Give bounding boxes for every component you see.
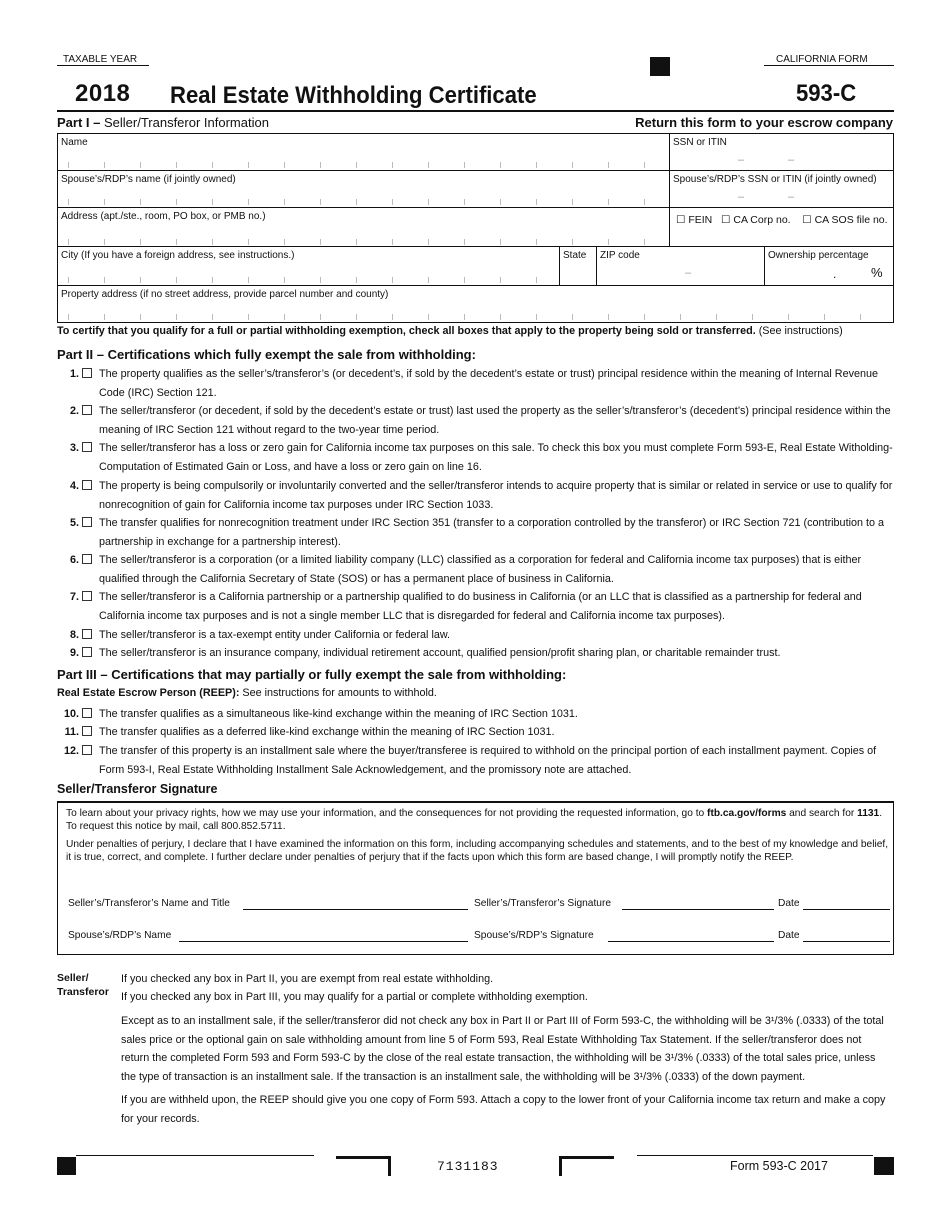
part3-title: Part III – Certifications that may partially or fully exempt the sale from withholding: — [57, 667, 567, 682]
name-field[interactable]: Name — [58, 134, 670, 171]
part3-item: 11. The transfer qualifies as a deferred like-kind exchange within the meaning of IRC Section 1031. — [64, 726, 555, 738]
signature-box — [57, 801, 894, 955]
checkbox-11[interactable] — [82, 726, 92, 736]
footer-bracket — [336, 1156, 391, 1176]
seller-name-title-label: Seller’s/Transferor’s Name and Title — [68, 898, 230, 909]
seller-transferor-label: Seller/ Transferor — [57, 972, 109, 998]
property-address-field[interactable]: Property address (if no street address, provide parcel number and county) — [58, 286, 893, 322]
fein-checkbox[interactable]: ☐ — [676, 214, 686, 226]
header-rule — [57, 110, 894, 112]
spouse-name-field[interactable]: Spouse’s/RDP’s name (if jointly owned) — [58, 171, 670, 208]
spouse-ssn-field[interactable]: Spouse’s/RDP’s SSN or ITIN (if jointly owned) – – — [670, 171, 893, 208]
checkbox-6[interactable] — [82, 554, 92, 564]
part2-item: 6. The seller/transferor is a corporation (or a limited liability company (LLC) classified as a corporation for federal and California income tax purposes) that is either qualified through the California Secretary of State (SOS) or has a permanent place of business in California. — [69, 554, 862, 585]
checkbox-7[interactable] — [82, 591, 92, 601]
part2-item: 9. The seller/transferor is an insurance company, individual retirement account, qualified pension/profit sharing plan, or charitable remainder trust. — [69, 647, 781, 659]
checkbox-2[interactable] — [82, 405, 92, 415]
return-note: Return this form to your escrow company — [635, 115, 893, 130]
date-line[interactable] — [803, 898, 890, 910]
perjury-statement: Under penalties of perjury, I declare that I have examined the information on this form, including accompanying schedules and statements, and to the best of my knowledge and belief, it is true, correct, and complete. I further declare under penalties of perjury that if the facts upon which this form are based change, I will promptly notify the REEP. — [66, 839, 889, 863]
signature-heading: Seller/Transferor Signature — [57, 782, 218, 796]
address-field[interactable]: Address (apt./ste., room, PO box, or PMB no.) — [58, 208, 670, 247]
date-label: Date — [778, 898, 800, 909]
registration-mark — [650, 57, 670, 76]
state-field[interactable]: State — [560, 246, 597, 286]
seller-name-title-line[interactable] — [243, 898, 468, 910]
spouse-name-label: Spouse’s/RDP’s Name — [68, 930, 172, 941]
seller-signature-line[interactable] — [622, 898, 774, 910]
part1-title: Part I – Seller/Transferor Information — [57, 115, 269, 130]
taxable-year-label: TAXABLE YEAR — [57, 54, 149, 66]
part2-title: Part II – Certifications which fully exempt the sale from withholding: — [57, 347, 476, 362]
ca-corp-checkbox[interactable]: ☐ — [721, 214, 731, 226]
part2-item: 3. The seller/transferor has a loss or zero gain for California income tax purposes on this sale. To check this box you must complete Form 593-E, Real Estate Witholding-Computation of Estimated Gain or Loss, and have a loss or zero gain on line 16. — [69, 442, 893, 473]
part2-item: 7. The seller/transferor is a California partnership or a partnership qualified to do business in California (or an LLC that is classified as a partnership for federal and California income tax purposes and is not a single member LLC that is disregarded for federal and California income tax purposes). — [69, 591, 862, 622]
part2-item: 8. The seller/transferor is a tax-exempt entity under California or federal law. — [69, 629, 451, 641]
ownership-field[interactable]: Ownership percentage . % — [765, 246, 893, 286]
seller-signature-label: Seller’s/Transferor’s Signature — [474, 898, 612, 909]
part3-item: 12. The transfer of this property is an installment sale where the buyer/transferee is required to withhold on the principal portion of each installment payment. Copies of Form 593-I, Real Estate Withholding Installment Sale Acknowledgement, and the promissory note are attached. — [63, 745, 877, 776]
reep-note: Real Estate Escrow Person (REEP): See instructions for amounts to withhold. — [57, 687, 437, 699]
ssn-field[interactable]: SSN or ITIN – – — [670, 134, 893, 171]
certify-instruction: To certify that you qualify for a full or partial withholding exemption, check all boxes that apply to the property being sold or transferred. (See instructions) — [57, 325, 843, 337]
spouse-name-line[interactable] — [179, 930, 468, 942]
checkbox-4[interactable] — [82, 480, 92, 490]
footer-bracket — [559, 1156, 614, 1176]
copy-paragraph: If you are withheld upon, the REEP should give you one copy of Form 593. Attach a copy to the lower front of your California income tax return and make a copy for your records. — [121, 1094, 886, 1125]
checkbox-9[interactable] — [82, 647, 92, 657]
checkbox-12[interactable] — [82, 745, 92, 755]
checkbox-10[interactable] — [82, 708, 92, 718]
registration-mark — [57, 1157, 76, 1175]
city-field[interactable]: City (If you have a foreign address, see instructions.) — [58, 246, 560, 286]
california-form-label: CALIFORNIA FORM — [764, 54, 894, 66]
registration-mark — [874, 1157, 894, 1175]
checkbox-8[interactable] — [82, 629, 92, 639]
part2-item: 2. The seller/transferor (or decedent, if sold by the decedent’s estate or trust) last used the property as the seller’s/transferor’s (decedent’s) principal residence within the meaning of IRC Section 121 without regard to the two-year time period. — [69, 405, 891, 436]
zip-field[interactable]: ZIP code – — [597, 246, 765, 286]
part3-note: If you checked any box in Part III, you may qualify for a partial or complete withholding exemption. — [121, 991, 588, 1003]
part3-item: 10. The transfer qualifies as a simultaneous like-kind exchange within the meaning of IRC Section 1031. — [63, 708, 578, 720]
footer-form-label: Form 593-C 2017 — [730, 1159, 828, 1173]
seller-info-grid — [57, 133, 894, 323]
ftb-link[interactable]: ftb.ca.gov/forms — [707, 808, 787, 819]
checkbox-5[interactable] — [82, 517, 92, 527]
footer-rule — [76, 1155, 314, 1156]
form-title: Real Estate Withholding Certificate — [170, 82, 537, 109]
date-line[interactable] — [803, 930, 890, 942]
form-code: 7131183 — [437, 1159, 499, 1174]
form-number: 593-C — [796, 80, 857, 107]
footer-rule — [637, 1155, 873, 1156]
spouse-signature-label: Spouse’s/RDP’s Signature — [474, 930, 594, 941]
ca-sos-checkbox[interactable]: ☐ — [802, 214, 812, 226]
spouse-signature-line[interactable] — [608, 930, 774, 942]
part2-item: 4. The property is being compulsorily or involuntarily converted and the seller/transferor intends to acquire property that is similar or related in service or use to qualify for nonrecognition of gain for California income tax purposes under IRC Section 1033. — [69, 480, 893, 511]
date-label: Date — [778, 930, 800, 941]
id-type-field: ☐ FEIN ☐ CA Corp no. ☐ CA SOS file no. — [676, 214, 888, 226]
checkbox-1[interactable] — [82, 368, 92, 378]
withholding-paragraph: Except as to an installment sale, if the seller/transferor did not check any box in Part II or Part III of Form 593-C, the withholding will be 3¹/3% (.0333) of the total sales price or the optional gain on sale withholding amount from line 5 of Form 593, Real Estate Withholding Tax Statement. If the seller/transferor does not return the completed Form 593 and Form 593-C by the close of the real estate transaction, the withholding will be 3¹/3% (.0333) of the total sales price, unless the type of transaction is an installment sale. If the transaction is an installment sale, the withholding will be 3¹/3% (.0333) of the down payment. — [121, 1015, 884, 1083]
privacy-notice: To learn about your privacy rights, how we may use your information, and the consequences for not providing the requested information, go to ftb.ca.gov/forms and search for 1131. To request this notice by mail, call 800.852.5711. — [66, 808, 883, 832]
part2-item: 1. The property qualifies as the seller’s/transferor’s (or decedent’s, if sold by the decedent’s estate or trust) principal residence within the meaning of Internal Revenue Code (IRC) Section 121. — [69, 368, 879, 399]
part2-item: 5. The transfer qualifies for nonrecognition treatment under IRC Section 351 (transfer to a corporation controlled by the transferor) or IRC Section 721 (contribution to a partnership in exchange for a partnership interest). — [69, 517, 884, 548]
checkbox-3[interactable] — [82, 442, 92, 452]
form-year: 2018 — [75, 80, 131, 107]
part2-exempt-note: If you checked any box in Part II, you are exempt from real estate withholding. — [121, 973, 494, 985]
